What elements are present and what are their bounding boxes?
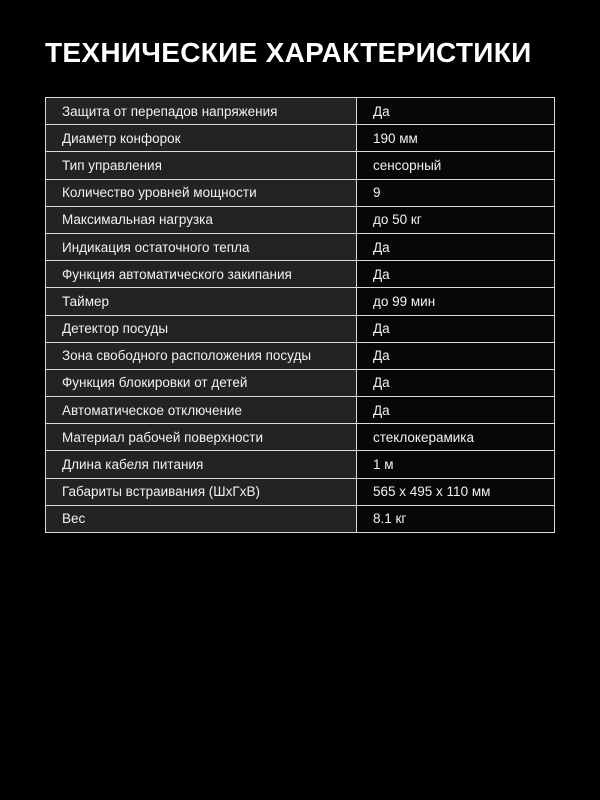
spec-label: Количество уровней мощности: [46, 179, 357, 206]
spec-row: [46, 478, 555, 505]
spec-row: [46, 125, 555, 152]
spec-label: Автоматическое отключение: [46, 397, 357, 424]
spec-row: [46, 424, 555, 451]
spec-row: [46, 233, 555, 260]
spec-row: [46, 288, 555, 315]
spec-value: до 99 мин: [357, 288, 555, 315]
spec-value: Да: [357, 397, 555, 424]
spec-row: [46, 98, 555, 125]
spec-row: [46, 261, 555, 288]
spec-value: 1 м: [357, 451, 555, 478]
spec-row: [46, 206, 555, 233]
spec-row: [46, 397, 555, 424]
spec-label: Таймер: [46, 288, 357, 315]
page-title: ТЕХНИЧЕСКИЕ ХАРАКТЕРИСТИКИ: [45, 37, 532, 68]
spec-row: [46, 505, 555, 532]
spec-label: Индикация остаточного тепла: [46, 233, 357, 260]
spec-label: Диаметр конфорок: [46, 125, 357, 152]
spec-label: Зона свободного расположения посуды: [46, 342, 357, 369]
spec-label: Максимальная нагрузка: [46, 206, 357, 233]
spec-label: Детектор посуды: [46, 315, 357, 342]
spec-value: 8.1 кг: [357, 505, 555, 532]
spec-label: Габариты встраивания (ШхГхВ): [46, 478, 357, 505]
spec-value: Да: [357, 261, 555, 288]
spec-value: 565 x 495 x 110 мм: [357, 478, 555, 505]
spec-value: сенсорный: [357, 152, 555, 179]
spec-row: [46, 152, 555, 179]
spec-value: Да: [357, 369, 555, 396]
spec-label: Материал рабочей поверхности: [46, 424, 357, 451]
spec-row: [46, 342, 555, 369]
spec-value: до 50 кг: [357, 206, 555, 233]
spec-value: 190 мм: [357, 125, 555, 152]
spec-label: Тип управления: [46, 152, 357, 179]
spec-row: [46, 369, 555, 396]
spec-row: [46, 315, 555, 342]
spec-value: Да: [357, 342, 555, 369]
spec-label: Функция автоматического закипания: [46, 261, 357, 288]
spec-value: стеклокерамика: [357, 424, 555, 451]
spec-label: Вес: [46, 505, 357, 532]
spec-label: Функция блокировки от детей: [46, 369, 357, 396]
spec-value: Да: [357, 233, 555, 260]
spec-value: Да: [357, 315, 555, 342]
spec-label: Защита от перепадов напряжения: [46, 98, 357, 125]
spec-row: [46, 179, 555, 206]
specs-table-body: [46, 98, 555, 533]
spec-value: Да: [357, 98, 555, 125]
spec-row: [46, 451, 555, 478]
spec-value: 9: [357, 179, 555, 206]
specs-table: [45, 97, 555, 533]
spec-label: Длина кабеля питания: [46, 451, 357, 478]
